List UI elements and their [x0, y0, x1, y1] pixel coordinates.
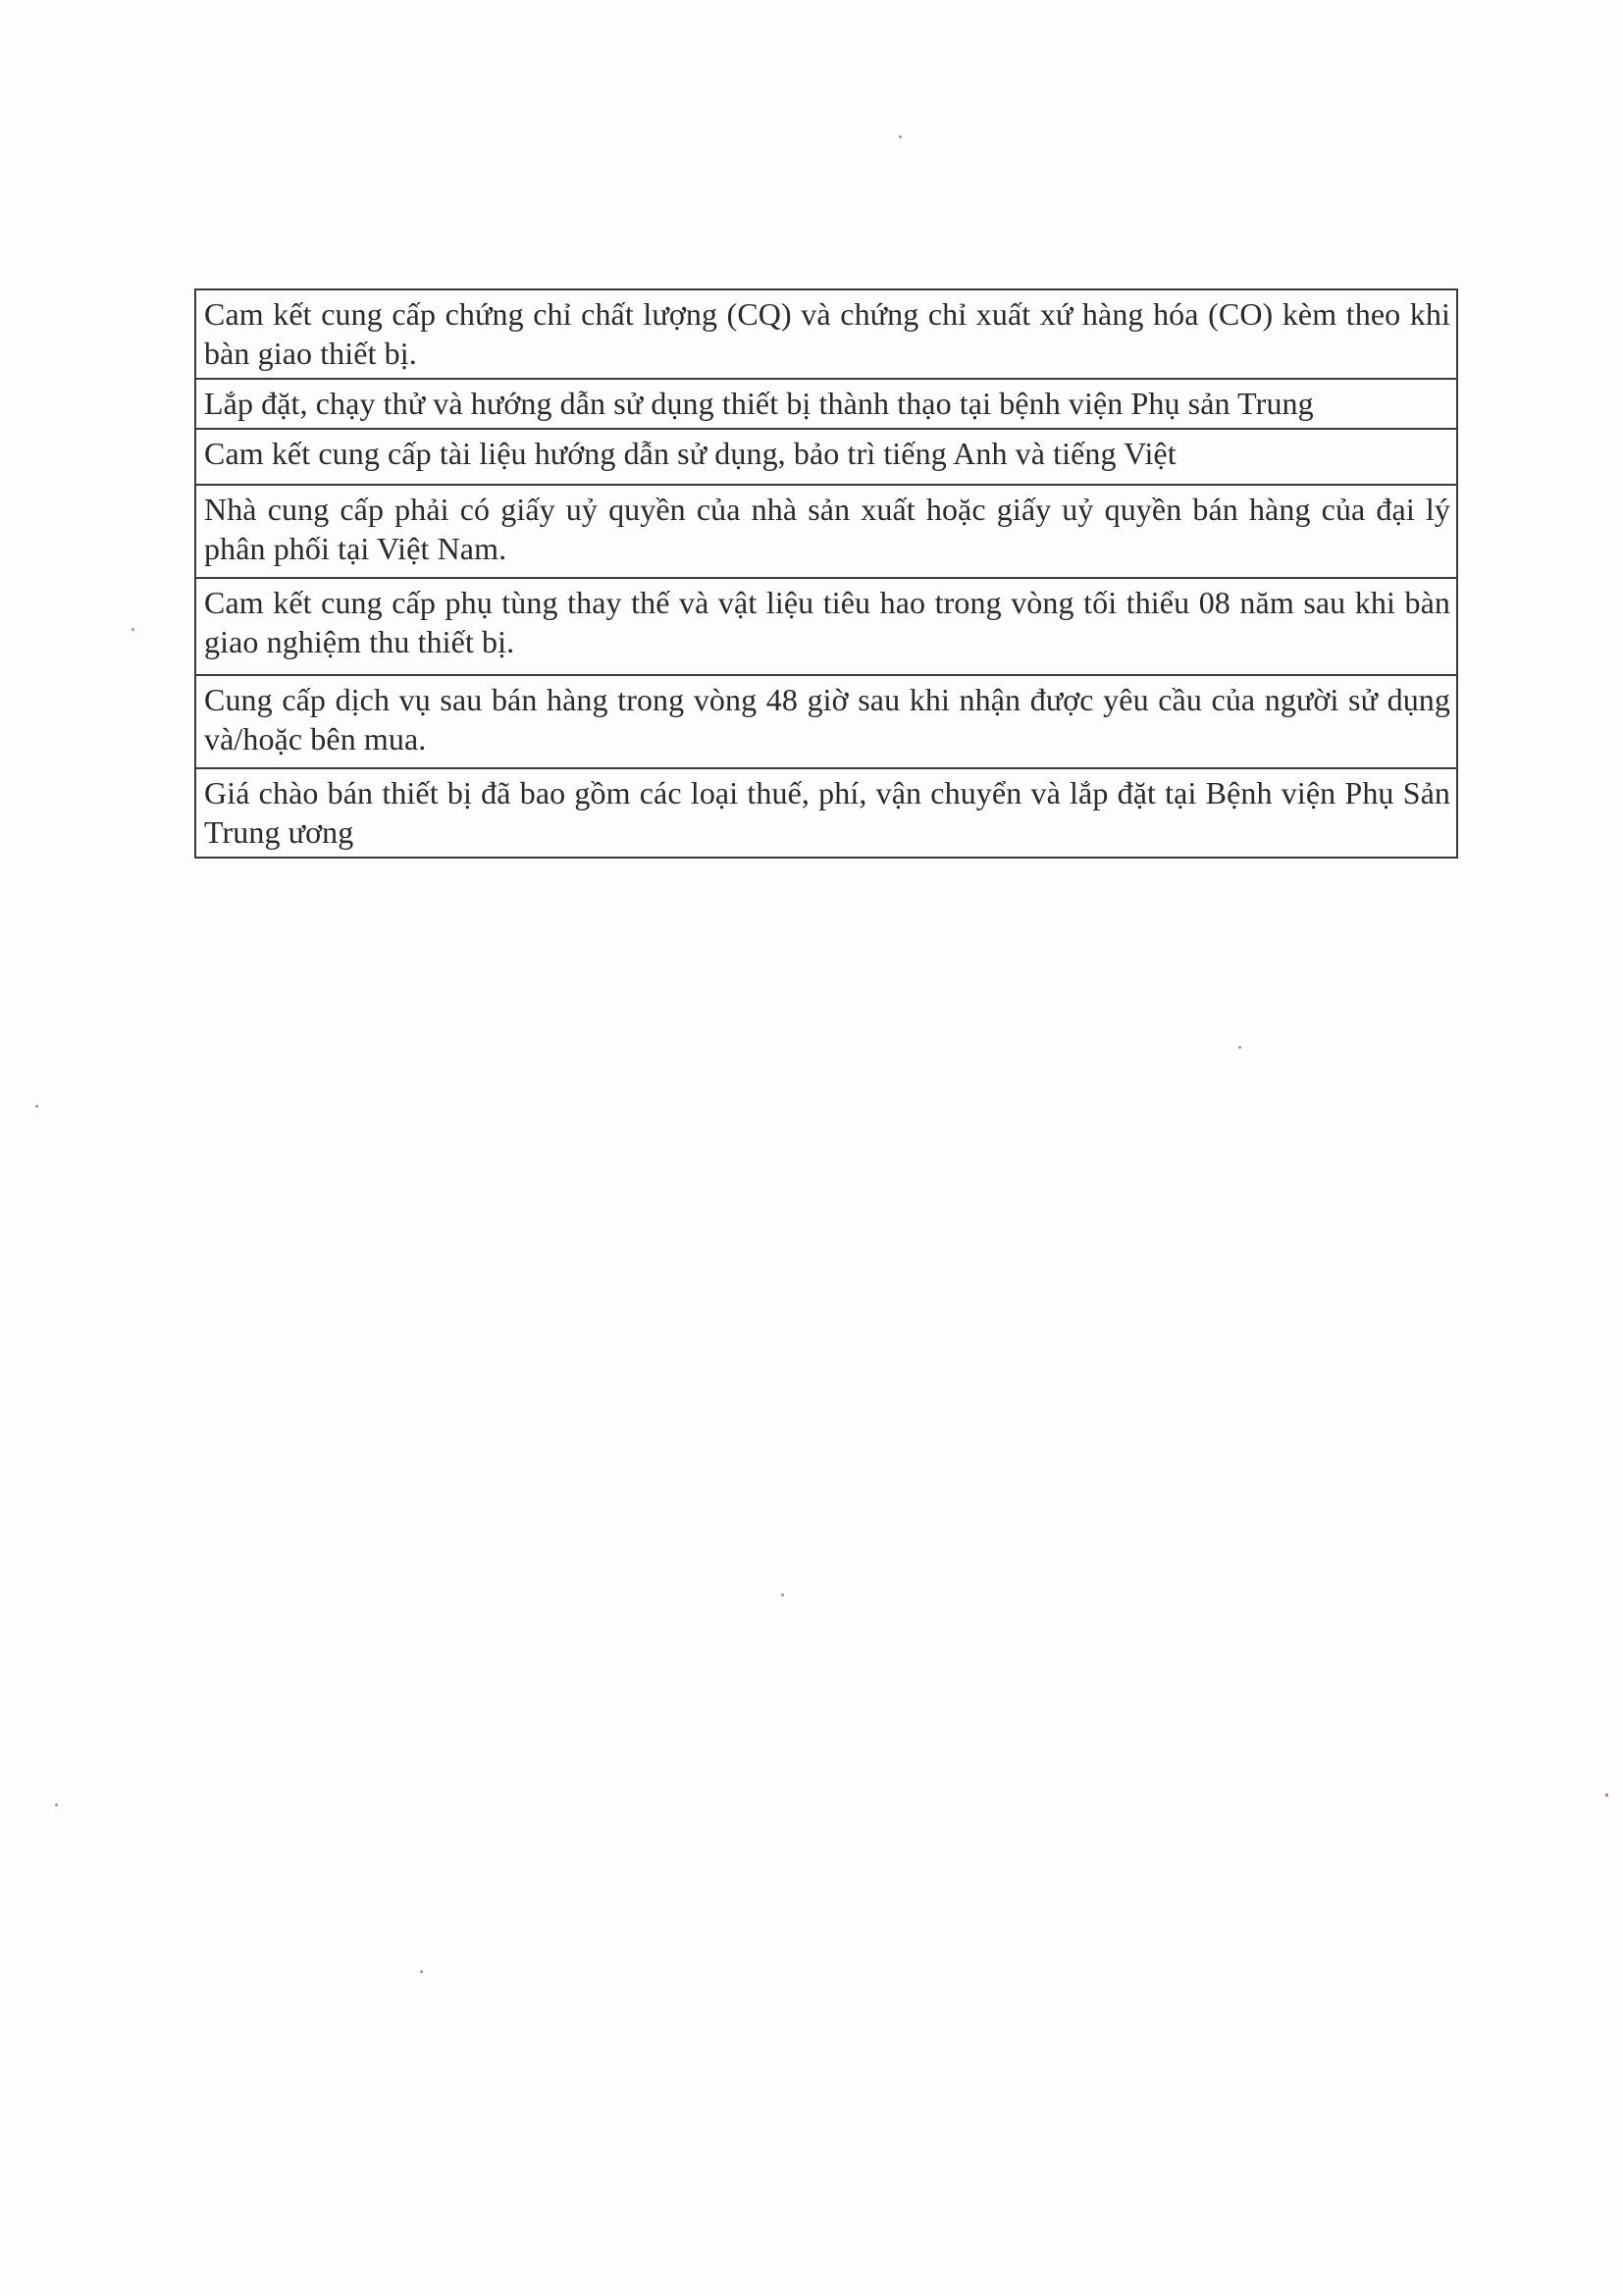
requirement-cell: Nhà cung cấp phải có giấy uỷ quyền của nhà sản xuất hoặc giấy uỷ quyền bán hàng của đại lý phân phối tại Việt Nam.: [195, 485, 1457, 578]
scan-speck: [899, 135, 902, 138]
scan-speck: [1605, 1794, 1608, 1797]
scan-speck: [131, 628, 134, 631]
table-row: [195, 379, 1457, 429]
requirement-cell: Cam kết cung cấp phụ tùng thay thế và vật liệu tiêu hao trong vòng tối thiểu 08 năm sau khi bàn giao nghiệm thu thiết bị.: [195, 578, 1457, 675]
scan-speck: [420, 1970, 423, 1973]
requirement-cell: Cam kết cung cấp tài liệu hướng dẫn sử dụng, bảo trì tiếng Anh và tiếng Việt: [195, 429, 1457, 485]
requirement-cell: Lắp đặt, chạy thử và hướng dẫn sử dụng thiết bị thành thạo tại bệnh viện Phụ sản Trung: [195, 379, 1457, 429]
requirement-cell: Cam kết cung cấp chứng chỉ chất lượng (CQ) và chứng chỉ xuất xứ hàng hóa (CO) kèm theo khi bàn giao thiết bị.: [195, 289, 1457, 379]
scan-speck: [1238, 1046, 1241, 1049]
scan-speck: [781, 1593, 784, 1596]
requirements-table: [194, 288, 1458, 859]
table-row: [195, 768, 1457, 858]
table-row: [195, 429, 1457, 485]
table-row: [195, 578, 1457, 675]
requirement-cell: Giá chào bán thiết bị đã bao gồm các loại thuế, phí, vận chuyển và lắp đặt tại Bệnh viện Phụ Sản Trung ương: [195, 768, 1457, 858]
scan-speck: [35, 1105, 38, 1108]
table-row: [195, 289, 1457, 379]
table-row: [195, 675, 1457, 768]
scan-speck: [55, 1803, 58, 1806]
requirement-cell: Cung cấp dịch vụ sau bán hàng trong vòng 48 giờ sau khi nhận được yêu cầu của người sử dụng và/hoặc bên mua.: [195, 675, 1457, 768]
table-row: [195, 485, 1457, 578]
